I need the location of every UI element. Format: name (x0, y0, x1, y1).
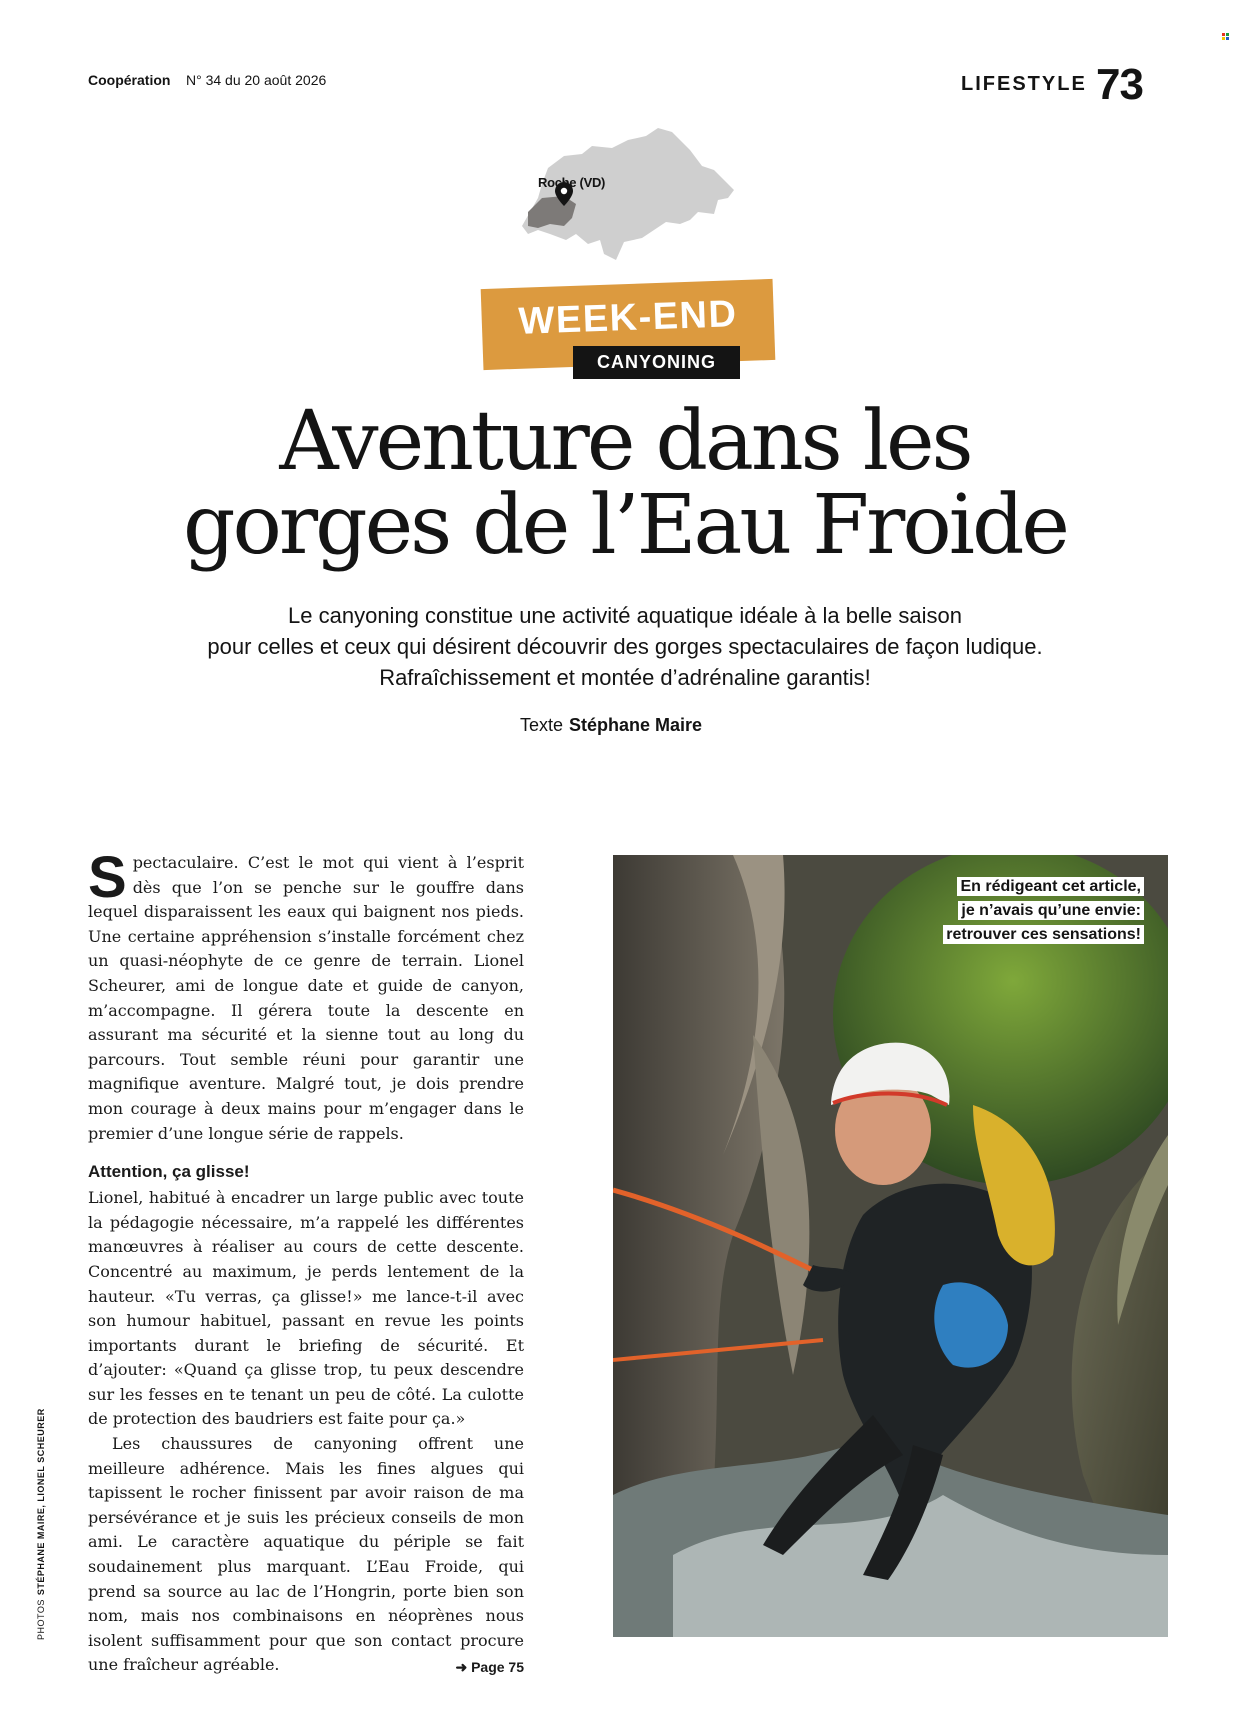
byline (520, 715, 702, 736)
paragraph-2: Lionel, habitué à encadrer un large public avec toute la pédagogie nécessaire, m’a rappelé les différentes manœuvres à réaliser au cours de cette descente. Concentré au maximum, je perds lentement de la hauteur. «Tu verras, ça glisse!» me lance-t-il avec son humour habituel, passant en revue les points importants durant le briefing de sécurité. Et d’ajouter: «Quand ça glisse trop, tu peux descendre sur les fesses en te tenant un peu de côté. La culotte de protection des baudriers est faite pour ça.» (88, 1188, 524, 1429)
byline-author: Stéphane Maire (569, 715, 703, 735)
paragraph-1-text: pectaculaire. C’est le mot qui vient à l’esprit dès que l’on se penche sur le gouffre dans lequel disparaissent les eaux qui baignent nos pieds. Une certaine appréhension s’installe forcément chez un quasi-néophyte de ce genre de terrain. Lionel Scheurer, ami de longue date et guide de canyon, m’accompagne. Il gérera toute la descente en assurant ma sécurité et la sienne tout au long du parcours. Tout semble réuni pour garantir une magnifique aventure. Malgré tout, je dois prendre mon courage à deux mains pour m’engager dans le premier d’une longue série de rappels. (88, 853, 524, 1143)
canyoning-photo (613, 855, 1168, 1637)
badge-title: WEEK-END (517, 293, 739, 343)
headline-line-2: gorges de l’Eau Froide (183, 478, 1067, 573)
color-registration-mark (1222, 33, 1229, 40)
article-body (88, 845, 524, 1680)
paragraph-3 (88, 1432, 524, 1678)
quote-line-3 (934, 923, 1144, 947)
byline-label: Texte (520, 715, 564, 735)
quote-line-2 (934, 899, 1144, 923)
quote-line-1-text: En rédigeant cet article, (957, 877, 1144, 896)
quote-line-3-text: retrouver ces sensations! (943, 925, 1144, 944)
issue-date: N° 34 du 20 août 2026 (186, 72, 327, 88)
section-title: LIFESTYLE (961, 73, 1087, 95)
article-lead (120, 600, 1130, 693)
photo-credit (36, 1408, 46, 1640)
switzerland-shape (522, 128, 734, 260)
dropcap: S (88, 845, 127, 910)
photo-quote (934, 875, 1144, 947)
credit-label: PHOTOS (36, 1599, 46, 1640)
continuation-link[interactable]: ➜ Page 75 (455, 1659, 524, 1676)
paragraph-3-text: Les chaussures de canyoning offrent une meilleure adhérence. Mais les fines algues qui tapissent le rocher finissent par avoir raison de ma persévérance et je suis les précieux conseils de mon ami. Le caractère aquatique du périple se fait soudainement plus marquant. L’Eau Froide, qui prend sa source au lac de l’Hongrin, porte bien son nom, mais nos combinaisons en néoprènes nous isolent suffisamment pour que son contact procure une fraîcheur agréable. (88, 1434, 524, 1675)
lead-line-3: Rafraîchissement et montée d’adrénaline garantis! (379, 665, 871, 690)
page-number: 73 (1096, 60, 1143, 109)
switzerland-map (520, 126, 740, 261)
quote-line-1 (934, 875, 1144, 899)
article-headline (120, 394, 1130, 573)
map-location-label: Roche (VD) (538, 175, 606, 190)
publication-name: Coopération (88, 72, 171, 88)
quote-line-2-text: je n’avais qu’une envie: (958, 901, 1144, 920)
lead-line-2: pour celles et ceux qui désirent découvrir des gorges spectaculaires de façon ludique. (207, 634, 1043, 659)
badge-subtitle: CANYONING (573, 346, 740, 379)
credit-names: STÉPHANE MAIRE, LIONEL SCHEURER (36, 1408, 46, 1596)
paragraph-1 (88, 845, 524, 1146)
subheading: Attention, ça glisse! (88, 1162, 250, 1182)
lead-line-1: Le canyoning constitue une activité aquatique idéale à la belle saison (288, 603, 962, 628)
headline-line-1: Aventure dans les (279, 394, 971, 489)
